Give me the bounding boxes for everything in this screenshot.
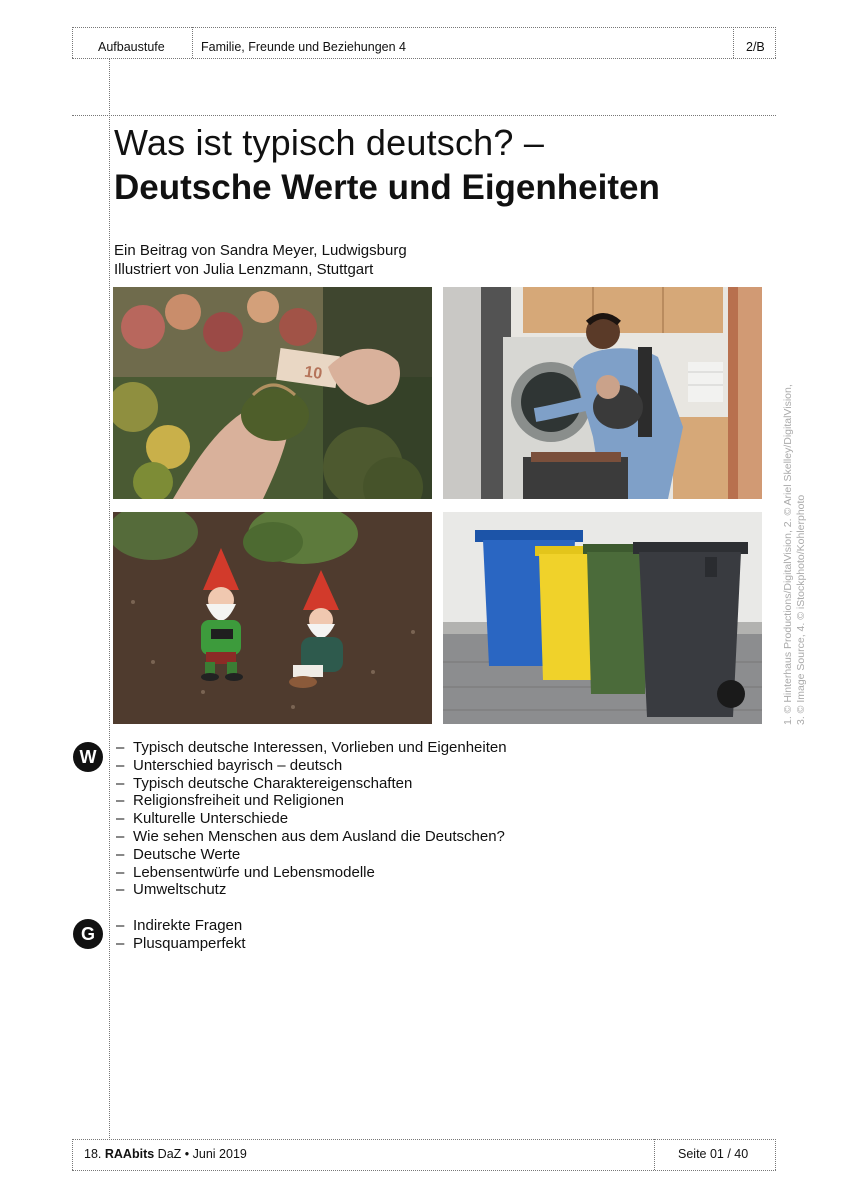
list-item: – Wie sehen Menschen aus dem Ausland die Deutschen? [116, 827, 505, 845]
photo-credit-line2: 3. © Image Source, 4. © iStockphoto/Kohlerphoto [795, 494, 807, 725]
byline [114, 241, 407, 279]
list-item: – Kulturelle Unterschiede [116, 810, 289, 828]
topics-badge: W [73, 742, 103, 772]
header-code: 2/B [746, 40, 765, 54]
photo-credit-line1: 1. © Hinterhaus Productions/DigitalVision, 2. © Ariel Skelley/DigitalVision, [782, 384, 794, 725]
topics-list [116, 739, 507, 899]
byline-author: Ein Beitrag von Sandra Meyer, Ludwigsburg [114, 242, 407, 259]
grammar-badge: G [73, 919, 103, 949]
list-item: – Deutsche Werte [116, 845, 241, 863]
header-left-rule [72, 27, 73, 58]
photo-purse-banknote [113, 287, 432, 499]
footer-divider [654, 1139, 655, 1170]
title-top-rule [72, 115, 776, 116]
page-title-line1: Was ist typisch deutsch? – [114, 122, 545, 163]
photo-father-laundry [443, 287, 762, 499]
svg-text:10: 10 [303, 363, 324, 383]
list-item: – Religionsfreiheit und Religionen [116, 792, 344, 810]
list-item: – Plusquamperfekt [116, 934, 246, 952]
byline-illustrator: Illustriert von Julia Lenzmann, Stuttgart [114, 261, 374, 278]
list-item: – Indirekte Fragen [116, 917, 243, 934]
list-item: – Typisch deutsche Interessen, Vorlieben und Eigenheiten [116, 739, 507, 756]
footer-left-rule [72, 1139, 73, 1170]
page-title-line2: Deutsche Werte und Eigenheiten [114, 168, 660, 207]
header-bottom-rule [72, 58, 776, 59]
photo-garden-gnomes [113, 512, 432, 724]
header-divider-2 [733, 27, 734, 58]
footer-top-rule [72, 1139, 776, 1140]
header-top-rule [72, 27, 776, 28]
footer-issue: 18. RAAbits DaZ • Juni 2019 [84, 1147, 247, 1161]
header-level: Aufbaustufe [98, 40, 165, 54]
footer-brand: RAAbits [104, 1147, 155, 1161]
list-item: – Lebensentwürfe und Lebensmodelle [116, 863, 375, 881]
header-divider-1 [192, 27, 193, 58]
header-unit-title: Familie, Freunde und Beziehungen 4 [201, 40, 406, 54]
list-item: – Unterschied bayrisch – deutsch [116, 756, 343, 774]
list-item: – Umweltschutz [116, 881, 227, 899]
footer-date: • Juni 2019 [184, 1147, 247, 1161]
page-margin-rule [109, 58, 110, 1140]
list-item: – Typisch deutsche Charaktereigenschaften [116, 774, 413, 792]
photo-credit [782, 384, 808, 725]
footer-series: DaZ [157, 1147, 182, 1161]
footer-bottom-rule [72, 1170, 776, 1171]
photo-waste-bins [443, 512, 762, 724]
grammar-list [116, 917, 246, 953]
header-right-rule [775, 27, 776, 58]
footer-page-number: Seite 01 / 40 [678, 1147, 749, 1161]
footer-right-rule [775, 1139, 776, 1170]
